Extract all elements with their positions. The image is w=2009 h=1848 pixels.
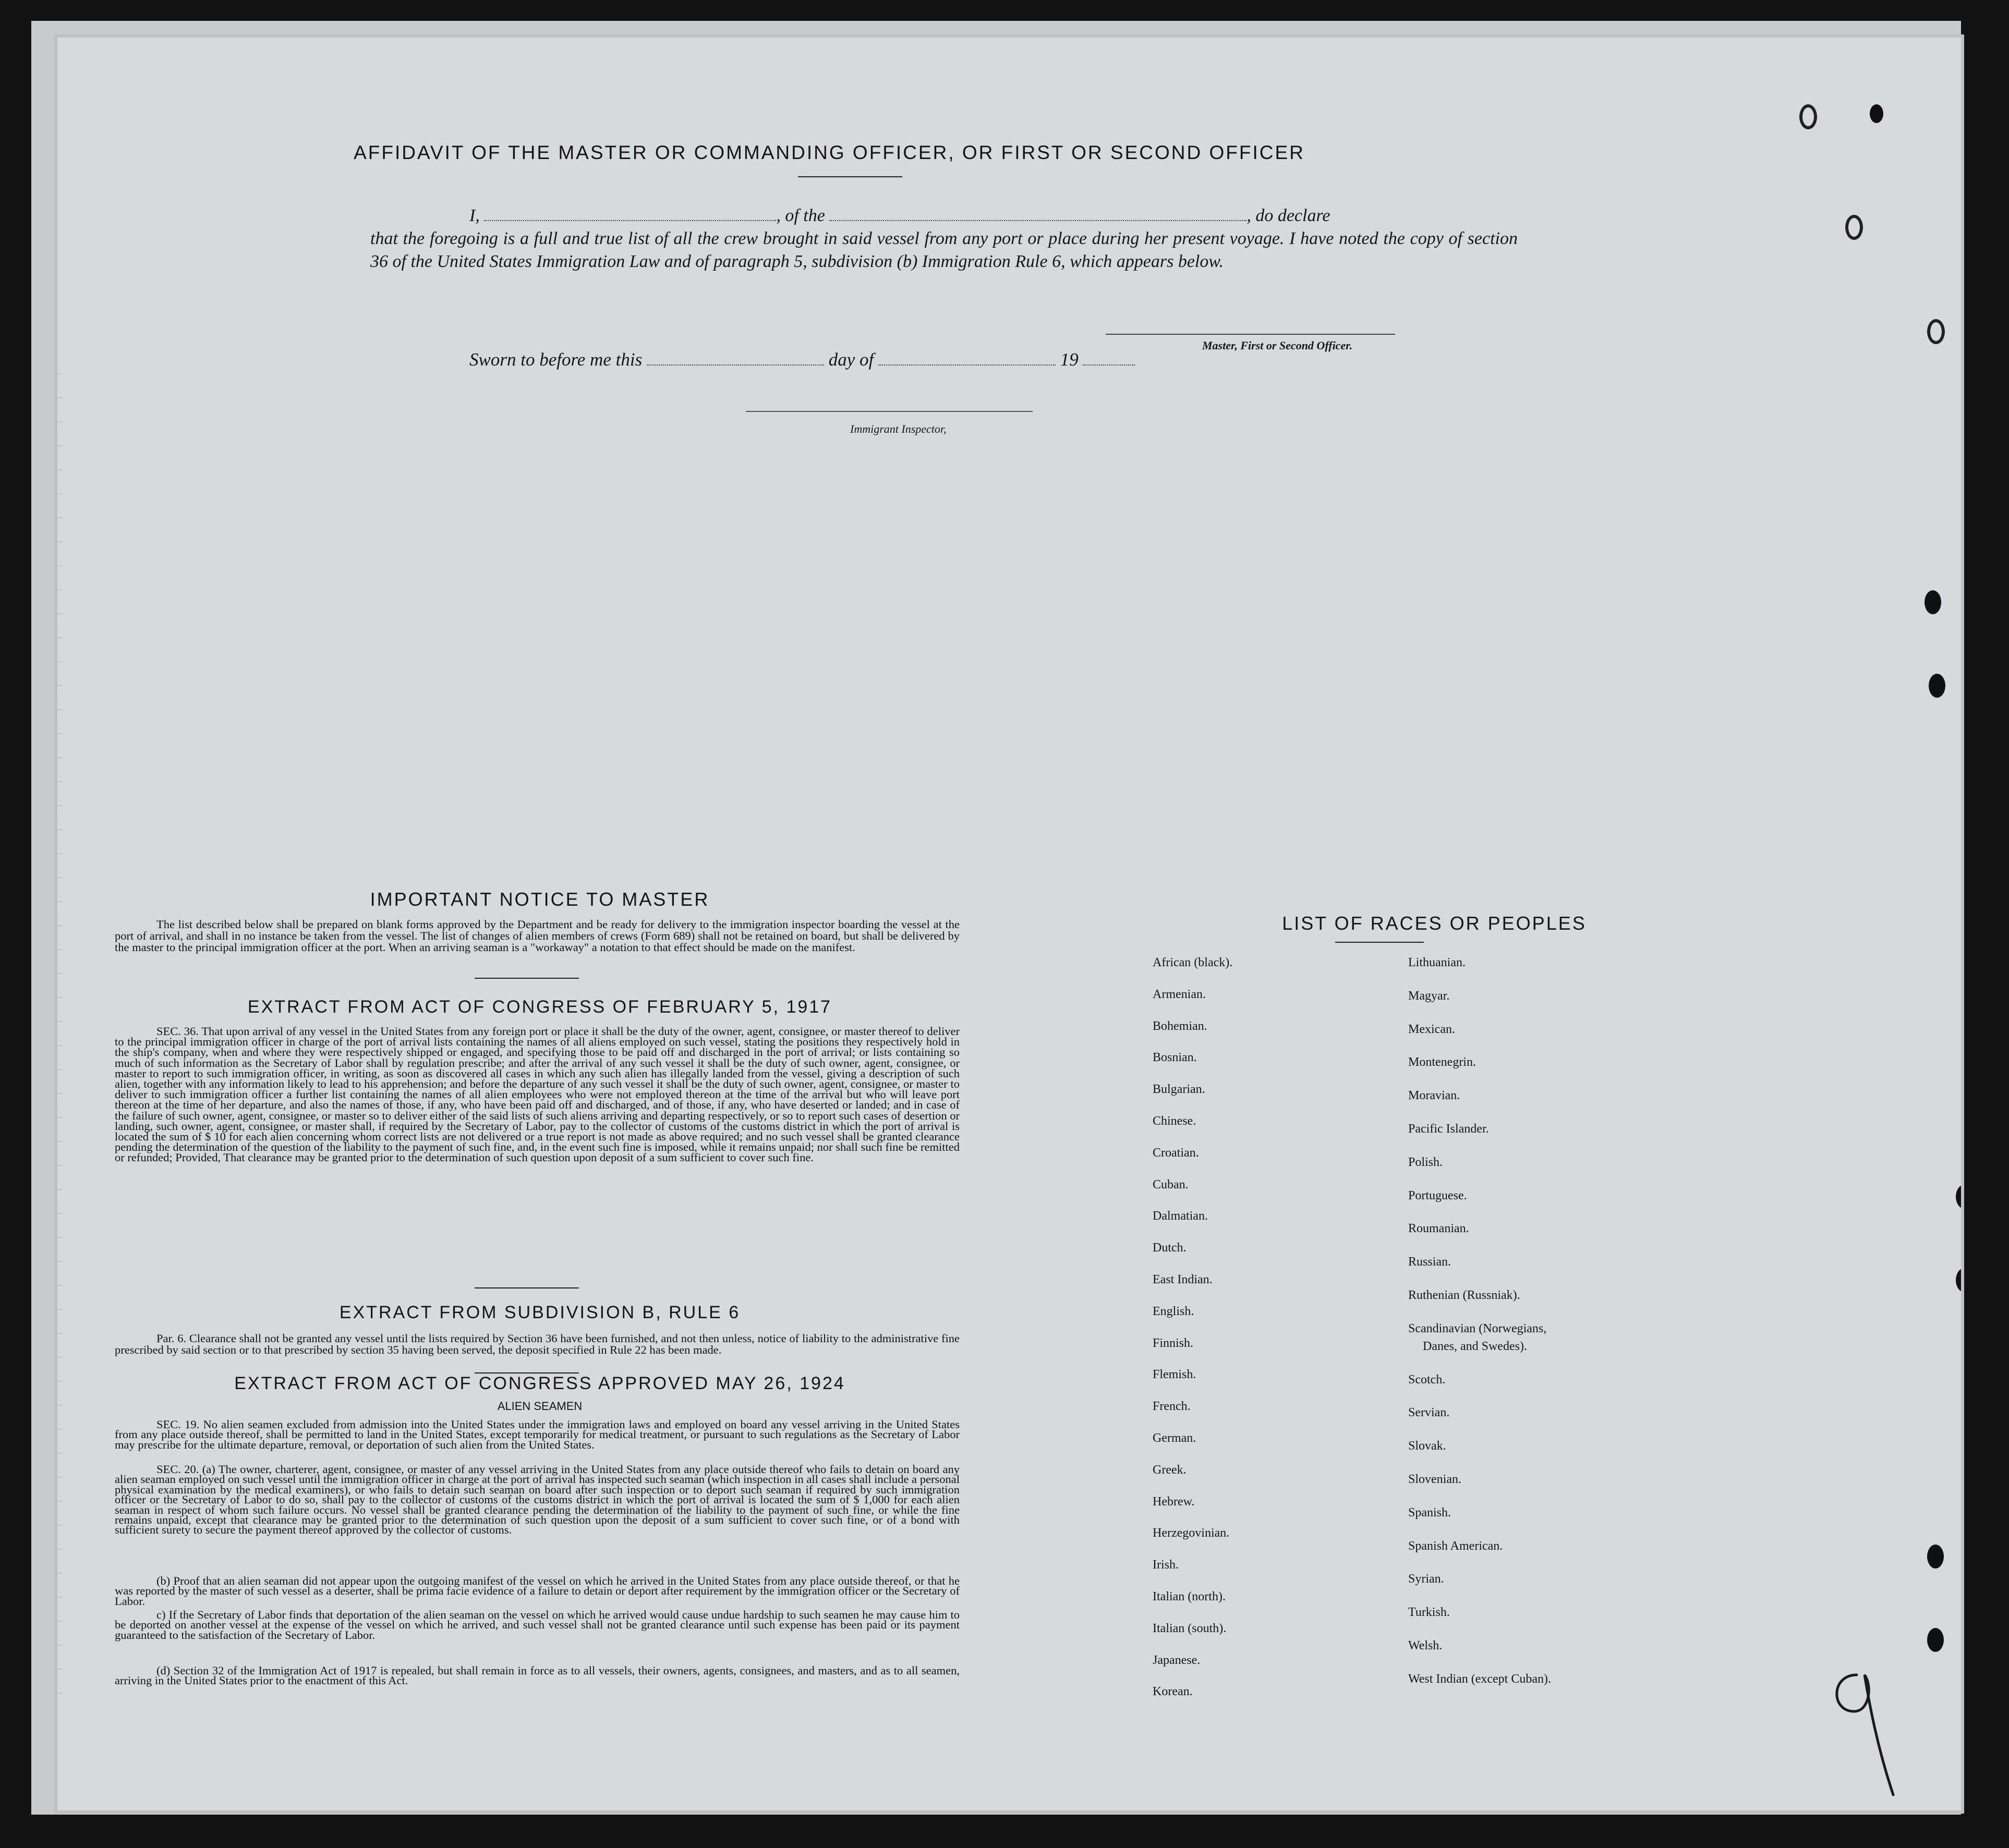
title-rule: [798, 176, 902, 177]
section-rule: [475, 978, 579, 979]
punch-hole: [1927, 1628, 1944, 1652]
race-item: East Indian.: [1153, 1273, 1213, 1286]
sworn-line: [469, 349, 1135, 370]
race-item: Portuguese.: [1408, 1188, 1467, 1202]
race-item: Slovenian.: [1408, 1473, 1461, 1486]
notice-body: The list described below shall be prepared on blank forms approved by the Department and be ready for delivery to the immigration inspector boarding the vessel at the port of arrival, and shall in no instance be taken from the vessel. The list of changes of alien members of crews (Form 689) shall not be retained on board, but shall be delivered by the master to the principal immigration officer at the port. When an arriving seaman is a "workaway" a notation to that effect should be made on the manifest.: [115, 918, 960, 954]
punch-hole: [1927, 319, 1945, 344]
inspector-line[interactable]: [746, 411, 1033, 412]
race-item: Chinese.: [1153, 1114, 1196, 1128]
sec20b-body: (b) Proof that an alien seaman did not appear upon the outgoing manifest of the vessel on which he arrived in the United States from any place outside thereof, or that he was reported by the master of such vessel as a deserter, shall be prima facie evidence of a failure to detain or deport after requirement by the immigration officer or the Secretary of Labor.: [115, 1574, 960, 1608]
sworn-year-blank[interactable]: [1083, 351, 1135, 366]
race-item: Servian.: [1408, 1406, 1450, 1420]
sec20a-body: SEC. 20. (a) The owner, charterer, agent, consignee, or master of any vessel arriving in the United States from any place outside thereof who fails to detain on board any alien seaman employed on such vessel until the immigration officer in charge at the port of arrival has inspected such seaman (which inspection in all cases shall include a personal physical examination by the medical examiners), or who fails to detain such seaman on board after such inspection or to deport such seaman if required by such immigration officer or the Secretary of Labor to do so, shall pay to the collector of customs of the customs district in which the port of arrival is located the sum of $ 1,000 for each alien seaman in respect of whom such failure occurs. No vessel shall be granted clearance pending the determination of the liability to the payment of such fine, or while the fine remains unpaid, except that clearance may be granted prior to the determination of such question upon the deposit of a sum sufficient to cover such fine, or of a bond with sufficient surety to secure the payment thereof approved by the collector of customs.: [115, 1463, 960, 1537]
sworn-prefix: Sworn to before me this: [469, 349, 643, 370]
race-item: Herzegovinian.: [1153, 1526, 1230, 1540]
punch-hole: [1799, 104, 1817, 129]
sworn-date-blank[interactable]: [647, 351, 824, 366]
race-item: Lithuanian.: [1408, 956, 1466, 969]
sec20c-body: c) If the Secretary of Labor finds that deportation of the alien seaman on the vessel on which he arrived would cause undue hardship to such seamen he may cause him to be deported on another vessel at the expense of the vessel on which he arrived, and such vessel shall not be granted clearance until such expense has been paid or its payment guaranteed to the satisfaction of the Secretary of Labor.: [115, 1608, 960, 1642]
race-item: Flemish.: [1153, 1368, 1196, 1382]
race-item: Mexican.: [1408, 1022, 1455, 1036]
race-item: French.: [1153, 1400, 1191, 1414]
punch-hole: [1956, 1268, 1961, 1292]
race-item: Syrian.: [1408, 1572, 1444, 1586]
race-item: Danes, and Swedes).: [1423, 1339, 1527, 1353]
race-item: Italian (south).: [1153, 1621, 1227, 1635]
race-item: Finnish.: [1153, 1336, 1194, 1350]
race-item: Bohemian.: [1153, 1019, 1207, 1033]
race-item: Welsh.: [1408, 1639, 1443, 1652]
extract-1917-title: EXTRACT FROM ACT OF CONGRESS OF FEBRUARY 5, 1917: [247, 997, 832, 1017]
race-item: Cuban.: [1153, 1177, 1189, 1192]
declare-text: , do declare: [1246, 206, 1330, 225]
race-item: Slovak.: [1408, 1439, 1446, 1453]
line1-i: [370, 204, 1330, 227]
alien-seamen-subtitle: ALIEN SEAMEN: [497, 1400, 583, 1413]
race-item: English.: [1153, 1304, 1194, 1318]
handwritten-page-number: [1820, 1664, 1904, 1810]
punch-hole: [1956, 1185, 1961, 1209]
punch-hole: [1929, 674, 1945, 698]
vessel-prefix: , of the: [776, 206, 825, 225]
notice-title: IMPORTANT NOTICE TO MASTER: [370, 889, 710, 910]
inspector-caption: Immigrant Inspector,: [850, 422, 947, 435]
extract-rule6-title: EXTRACT FROM SUBDIVISION B, RULE 6: [339, 1303, 741, 1322]
signature-line[interactable]: [1106, 334, 1395, 335]
affidavit-declaration: [370, 204, 1518, 273]
sec19-body: SEC. 19. No alien seamen excluded from admission into the United States under the immigration laws and employed on board any vessel arriving in the United States from any place outside thereof, shall be permitted to land in the United States, except temporarily for medical treatment, or pursuant to such regulations as the Secretary of Labor may prescribe for the ultimate departure, removal, or deportation of such alien from the United States.: [115, 1418, 960, 1451]
race-item: Russian.: [1408, 1255, 1451, 1269]
race-item: German.: [1153, 1431, 1196, 1445]
sworn-day-label: day of: [828, 349, 874, 370]
declarant-name-blank[interactable]: [484, 206, 776, 221]
race-item: Hebrew.: [1153, 1494, 1195, 1509]
punch-hole: [1845, 215, 1863, 240]
race-item: African (black).: [1153, 956, 1233, 969]
race-item: Roumanian.: [1408, 1222, 1469, 1236]
race-item: Spanish.: [1408, 1505, 1451, 1519]
sworn-year: 19: [1060, 349, 1079, 370]
ruled-edge: [57, 350, 63, 1706]
races-rule: [1335, 942, 1424, 943]
race-item: Armenian.: [1153, 987, 1206, 1001]
race-item: Magyar.: [1408, 989, 1450, 1003]
extract-1917-body: SEC. 36. That upon arrival of any vessel in the United States from any foreign port or place it shall be the duty of the owner, agent, consignee, or master thereof to deliver to the principal immigration officer in charge of the port of arrival lists containing the names of all aliens employed on such vessel, stating the positions they respectively hold in the ship's company, when and where they were respectively shipped or engaged, and specifying those to be paid off and discharged in the port of arrival; or lists containing so much of such information as the Secretary of Labor shall by regulation prescribe; and after the arrival of any such vessel it shall be the duty of such owner, agent, consignee, or master to report to such immigration officer, in writing, as soon as discovered all cases in which any such alien has illegally landed from the vessel, giving a description of such alien, together with any information likely to lead to his apprehension; and before the departure of any such vessel it shall be the duty of such owner, agent, consignee, or master to deliver to such immigration officer a further list containing the names of all alien employees who were not employed thereon at the time of the arrival but who will leave port thereon at the time of her departure, and also the names of those, if any, who have been paid off and discharged, and of those, if any, who have deserted or landed; and in case of the failure of such owner, agent, consignee, or master so to deliver either of the said lists of such aliens arriving and departing respectively, or so to report such cases of desertion or landing, such owner, agent, consignee, or master shall, if required by the Secretary of Labor, pay to the collector of customs of the customs district in which the port of arrival is located the sum of $ 10 for each alien concerning whom correct lists are not delivered or a true report is not made as above required; and no such vessel shall be granted clearance pending the determination of the question of the liability to the payment of such fine, and, in the event such fine is imposed, while it remains unpaid; nor shall such fine be remitted or refunded; Provided, That clearance may be granted prior to the determination of such question upon deposit of a sum sufficient to cover such fine.: [115, 1025, 960, 1164]
affidavit-body: that the foregoing is a full and true list of all the crew brought in said vessel from any port or place during her present voyage. I have noted the copy of section 36 of the United States Immigration Law and of paragraph 5, subdivision (b) Immigration Rule 6, which appears below.: [370, 229, 1518, 271]
race-item: Pacific Islander.: [1408, 1122, 1489, 1136]
section-rule: [475, 1287, 579, 1288]
race-item: Turkish.: [1408, 1606, 1450, 1620]
race-item: Ruthenian (Russniak).: [1408, 1288, 1520, 1302]
race-item: Bosnian.: [1153, 1051, 1197, 1065]
manifest-page: [57, 38, 1961, 1810]
extract-rule6-body: Par. 6. Clearance shall not be granted any vessel until the lists required by Section 36 have been furnished, and not then unless, notice of liability to the administrative fine prescribed by said section or to that prescribed by section 35 having been served, the deposit specified in Rule 22 has been made.: [115, 1332, 960, 1356]
race-item: Scotch.: [1408, 1372, 1446, 1387]
affidavit-title: AFFIDAVIT OF THE MASTER OR COMMANDING OFFICER, OR FIRST OR SECOND OFFICER: [354, 142, 1305, 163]
sec20d-body: (d) Section 32 of the Immigration Act of 1917 is repealed, but shall remain in force as to all vessels, their owners, agents, consignees, and masters, and as to all seamen, arriving in the United States prior to the enactment of this Act.: [115, 1664, 960, 1687]
race-item: Montenegrin.: [1408, 1055, 1476, 1069]
vessel-name-blank[interactable]: [829, 206, 1246, 221]
race-item: Italian (north).: [1153, 1590, 1226, 1603]
extract-1924-title: EXTRACT FROM ACT OF CONGRESS APPROVED MAY 26, 1924: [234, 1373, 845, 1393]
race-item: Dalmatian.: [1153, 1209, 1208, 1223]
race-item: Spanish American.: [1408, 1539, 1503, 1553]
declarant-prefix: I,: [469, 206, 480, 225]
race-item: Bulgarian.: [1153, 1083, 1205, 1097]
punch-hole: [1925, 590, 1941, 614]
race-item: Japanese.: [1153, 1653, 1201, 1667]
race-item: Scandinavian (Norwegians,: [1408, 1321, 1547, 1335]
race-item: Irish.: [1153, 1558, 1179, 1572]
race-item: Polish.: [1408, 1155, 1443, 1169]
sworn-month-blank[interactable]: [878, 351, 1056, 366]
race-item: Greek.: [1153, 1463, 1187, 1477]
races-title: LIST OF RACES OR PEOPLES: [1282, 913, 1587, 934]
race-item: West Indian (except Cuban).: [1408, 1672, 1551, 1686]
punch-hole: [1870, 104, 1883, 123]
race-item: Dutch.: [1153, 1241, 1187, 1255]
race-item: Croatian.: [1153, 1146, 1199, 1160]
race-item: Moravian.: [1408, 1089, 1460, 1103]
race-item: Korean.: [1153, 1685, 1193, 1699]
punch-hole: [1927, 1545, 1944, 1569]
signature-caption: Master, First or Second Officer.: [1202, 339, 1353, 352]
affidavit-line1: [370, 204, 1518, 227]
